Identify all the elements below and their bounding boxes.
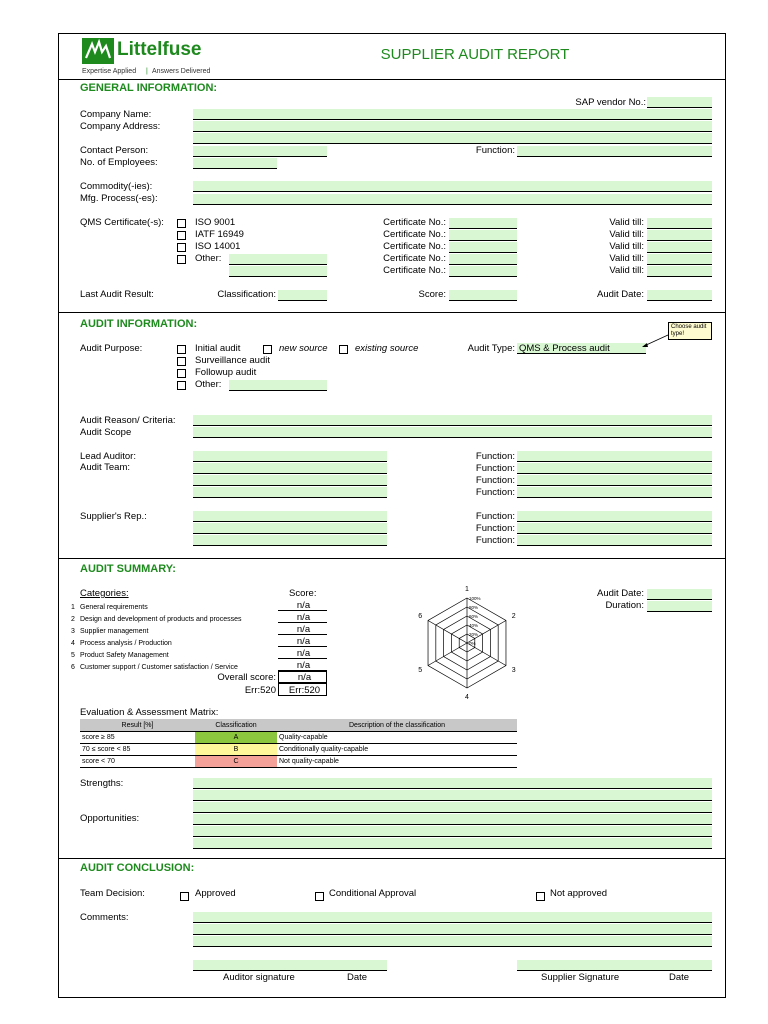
matrix-class-a: A (195, 732, 277, 744)
assessment-matrix (80, 719, 517, 768)
category-score: n/a (296, 660, 311, 671)
logo (82, 38, 217, 78)
valid-till-label: Valid till: (609, 217, 644, 228)
category-name: General requirements (80, 604, 148, 611)
comments-field[interactable] (193, 936, 712, 947)
matrix-desc: Not quality-capable (277, 756, 517, 768)
commodity-label: Commodity(-ies): (80, 181, 153, 192)
qms-label: QMS Certificate(-s): (80, 217, 164, 228)
radar-spoke (428, 643, 467, 666)
category-number: 4 (71, 640, 75, 647)
opportunities-field[interactable] (193, 826, 712, 837)
error-value: Err:520 (288, 685, 321, 696)
suppliers-rep-field[interactable] (193, 511, 387, 522)
audit-type-callout: Choose audit type! (668, 322, 712, 340)
cert-label: IATF 16949 (195, 229, 244, 240)
matrix-desc: Quality-capable (277, 732, 517, 744)
category-number: 1 (71, 604, 75, 611)
cert-no-label: Certificate No.: (383, 265, 446, 276)
other-cert-checkbox[interactable] (177, 255, 186, 264)
strengths-field[interactable] (193, 778, 712, 789)
function-field[interactable] (517, 535, 712, 546)
overall-score-box (278, 671, 327, 683)
table-row (80, 744, 517, 756)
suppliers-rep-field[interactable] (193, 523, 387, 534)
overall-score-label: Overall score: (217, 672, 276, 683)
mfg-process-label: Mfg. Process(-es): (80, 193, 158, 204)
category-name: Process analysis / Production (80, 640, 172, 647)
valid-till-label: Valid till: (609, 253, 644, 264)
function-field[interactable] (517, 475, 712, 486)
company-address-field-2[interactable] (193, 133, 712, 144)
existing-source-checkbox[interactable] (339, 345, 348, 354)
function-field[interactable] (517, 487, 712, 498)
valid-till-field[interactable] (647, 266, 712, 277)
audit-info-heading: AUDIT INFORMATION: (80, 318, 198, 330)
littelfuse-logo-icon (82, 38, 114, 64)
company-name-label: Company Name: (80, 109, 152, 120)
function-label: Function: (475, 487, 515, 498)
followup-checkbox[interactable] (177, 369, 186, 378)
valid-till-field[interactable] (647, 218, 712, 229)
surveillance-checkbox[interactable] (177, 357, 186, 366)
not-approved-label: Not approved (550, 888, 608, 899)
duration-label: Duration: (605, 600, 644, 611)
function-field[interactable] (517, 463, 712, 474)
radar-ring-label: 0% (469, 641, 476, 646)
brand-tagline-sep: | (146, 68, 148, 75)
audit-date-field[interactable] (647, 290, 712, 301)
initial-audit-checkbox[interactable] (177, 345, 186, 354)
radar-spoke (428, 621, 467, 644)
overall-score-value: n/a (297, 672, 312, 683)
audit-type-select[interactable] (517, 343, 646, 354)
classification-label: Classification: (217, 289, 276, 300)
strengths-label: Strengths: (80, 778, 124, 789)
divider (58, 558, 726, 559)
category-score: n/a (296, 624, 311, 635)
last-audit-label: Last Audit Result: (80, 289, 154, 300)
category-score-cell (278, 660, 327, 671)
supplier-signature-label: Supplier Signature (541, 972, 620, 983)
radar-chart (412, 578, 522, 708)
matrix-class-b: B (195, 744, 277, 756)
audit-type-value: QMS & Process audit (519, 343, 610, 354)
valid-till-field[interactable] (647, 230, 712, 241)
contact-person-label: Contact Person: (80, 145, 149, 156)
matrix-result: score ≥ 85 (80, 732, 195, 744)
category-number: 2 (71, 616, 75, 623)
radar-axis-label: 2 (511, 613, 516, 620)
audit-reason-field[interactable] (193, 415, 712, 426)
matrix-header: Classification (195, 719, 277, 732)
opportunities-label: Opportunities: (80, 813, 140, 824)
matrix-header: Description of the classification (277, 719, 517, 732)
category-number: 6 (71, 664, 75, 671)
suppliers-rep-label: Supplier's Rep.: (80, 511, 147, 522)
valid-till-field[interactable] (647, 254, 712, 265)
radar-ring-label: 100% (469, 596, 481, 601)
table-row (80, 732, 517, 744)
audit-purpose-label: Audit Purpose: (80, 343, 143, 354)
employees-label: No. of Employees: (80, 157, 158, 168)
score-field[interactable] (449, 290, 517, 301)
approved-label: Approved (195, 888, 236, 899)
radar-ring-label: 60% (469, 614, 479, 619)
cert-no-field[interactable] (449, 254, 517, 265)
radar-ring-label: 40% (469, 623, 479, 628)
new-source-label: new source (279, 343, 328, 354)
category-score-cell (278, 636, 327, 647)
conclusion-heading: AUDIT CONCLUSION: (80, 862, 195, 874)
radar-axis-label: 3 (511, 667, 516, 674)
conditional-checkbox[interactable] (315, 892, 324, 901)
audit-team-field[interactable] (193, 487, 387, 498)
category-score-cell (278, 648, 327, 659)
brand-name: Littelfuse (117, 39, 202, 60)
score-label: Score: (418, 289, 446, 300)
radar-ring-label: 20% (469, 632, 479, 637)
strengths-field[interactable] (193, 790, 712, 801)
opportunities-field[interactable] (193, 838, 712, 849)
audit-team-field[interactable] (193, 475, 387, 486)
cert-label: ISO 14001 (195, 241, 241, 252)
sap-vendor-field[interactable] (647, 97, 712, 108)
company-address-field-1[interactable] (193, 121, 712, 132)
company-address-label: Company Address: (80, 121, 161, 132)
contact-person-field[interactable] (193, 146, 327, 157)
iso9001-checkbox[interactable] (177, 219, 186, 228)
divider (58, 858, 726, 859)
category-number: 5 (71, 652, 75, 659)
score-header: Score: (289, 588, 317, 599)
summary-audit-date-label: Audit Date: (597, 588, 644, 599)
matrix-result: score < 70 (80, 756, 195, 768)
new-source-checkbox[interactable] (263, 345, 272, 354)
general-heading: GENERAL INFORMATION: (80, 82, 218, 94)
cert-no-label: Certificate No.: (383, 229, 446, 240)
radar-spoke (467, 643, 506, 666)
auditor-date-label: Date (347, 972, 368, 983)
auditor-signature-label: Auditor signature (223, 972, 295, 983)
error-box (278, 683, 327, 696)
brand-tagline-left: Expertise Applied (82, 68, 137, 75)
suppliers-rep-field[interactable] (193, 535, 387, 546)
category-name: Supplier management (80, 628, 149, 635)
cert-no-field[interactable] (449, 218, 517, 229)
error-label: Err:520 (244, 685, 276, 696)
valid-till-field[interactable] (647, 242, 712, 253)
cert-no-field[interactable] (449, 242, 517, 253)
lead-auditor-field[interactable] (193, 451, 387, 462)
initial-audit-label: Initial audit (195, 343, 241, 354)
categories-label: Categories: (80, 588, 129, 599)
other-cert-field-1[interactable] (229, 254, 327, 265)
company-name-field[interactable] (193, 109, 712, 120)
iso14001-checkbox[interactable] (177, 243, 186, 252)
audit-scope-label: Audit Scope (80, 427, 132, 438)
not-approved-checkbox[interactable] (536, 892, 545, 901)
cert-no-label: Certificate No.: (383, 253, 446, 264)
cert-no-field[interactable] (449, 230, 517, 241)
summary-heading: AUDIT SUMMARY: (80, 563, 176, 575)
function-field[interactable] (517, 451, 712, 462)
summary-audit-date-field[interactable] (647, 589, 712, 600)
radar-axis-label: 4 (465, 694, 469, 701)
category-name: Product Safety Management (80, 652, 169, 659)
matrix-header: Result [%] (80, 719, 195, 732)
other-purpose-checkbox[interactable] (177, 381, 186, 390)
category-score: n/a (296, 636, 311, 647)
function-label: Function: (475, 451, 515, 462)
category-name: Design and development of products and processes (80, 616, 242, 623)
radar-axis-label: 1 (465, 586, 469, 593)
surveillance-label: Surveillance audit (195, 355, 270, 366)
supplier-date-label: Date (669, 972, 690, 983)
callout-arrow-icon (640, 333, 670, 349)
valid-till-label: Valid till: (609, 265, 644, 276)
audit-reason-label: Audit Reason/ Criteria: (80, 415, 176, 426)
comments-field[interactable] (193, 912, 712, 923)
contact-function-field[interactable] (517, 146, 712, 157)
cert-no-label: Certificate No.: (383, 217, 446, 228)
supplier-signature-field[interactable] (517, 960, 712, 971)
cert-label: ISO 9001 (195, 217, 236, 228)
strengths-field[interactable] (193, 802, 712, 813)
function-label: Function: (475, 523, 515, 534)
lead-auditor-label: Lead Auditor: (80, 451, 136, 462)
cert-no-field[interactable] (449, 266, 517, 277)
existing-source-label: existing source (355, 343, 419, 354)
sap-vendor-label: SAP vendor No.: (575, 97, 646, 108)
contact-function-label: Function: (475, 145, 515, 156)
classification-field[interactable] (278, 290, 327, 301)
function-label: Function: (475, 535, 515, 546)
function-field[interactable] (517, 523, 712, 534)
valid-till-label: Valid till: (609, 229, 644, 240)
function-label: Function: (475, 475, 515, 486)
matrix-result: 70 ≤ score < 85 (80, 744, 195, 756)
employees-field[interactable] (193, 158, 277, 169)
matrix-class-c: C (195, 756, 277, 768)
function-label: Function: (475, 463, 515, 474)
opportunities-field[interactable] (193, 814, 712, 825)
other-purpose-label: Other: (195, 379, 222, 390)
category-score: n/a (296, 600, 311, 611)
mfg-process-field[interactable] (193, 194, 712, 205)
cert-no-label: Certificate No.: (383, 241, 446, 252)
comments-label: Comments: (80, 912, 129, 923)
other-purpose-field[interactable] (229, 380, 327, 391)
radar-spokes (428, 598, 506, 688)
page-title: SUPPLIER AUDIT REPORT (380, 46, 570, 63)
followup-label: Followup audit (195, 367, 257, 378)
category-score: n/a (296, 612, 311, 623)
category-score-cell (278, 624, 327, 635)
audit-type-label: Audit Type: (467, 343, 515, 354)
category-score-cell (278, 612, 327, 623)
category-number: 3 (71, 628, 75, 635)
commodity-field[interactable] (193, 181, 712, 192)
radar-ring-label: 80% (469, 605, 479, 610)
team-decision-label: Team Decision: (80, 888, 145, 899)
radar-axis-label: 5 (418, 667, 423, 674)
cert-label: Other: (195, 253, 222, 264)
radar-axis-label: 6 (418, 613, 423, 620)
auditor-signature-field[interactable] (193, 960, 387, 971)
approved-checkbox[interactable] (180, 892, 189, 901)
matrix-desc: Conditionally quality-capable (277, 744, 517, 756)
conditional-label: Conditional Approval (329, 888, 417, 899)
duration-field[interactable] (647, 601, 712, 612)
brand-tagline-right: Answers Delivered (152, 68, 211, 75)
divider (58, 312, 726, 313)
category-name: Customer support / Customer satisfaction / Service (80, 664, 238, 671)
audit-date-label: Audit Date: (597, 289, 644, 300)
category-score: n/a (296, 648, 311, 659)
divider (58, 79, 726, 80)
other-cert-field-2[interactable] (229, 266, 327, 277)
matrix-title: Evaluation & Assessment Matrix: (80, 707, 219, 718)
audit-team-label: Audit Team: (80, 462, 130, 473)
function-field[interactable] (517, 511, 712, 522)
function-label: Function: (475, 511, 515, 522)
valid-till-label: Valid till: (609, 241, 644, 252)
audit-team-field[interactable] (193, 463, 387, 474)
category-score-cell (278, 600, 327, 611)
comments-field[interactable] (193, 924, 712, 935)
table-row (80, 756, 517, 768)
iatf-checkbox[interactable] (177, 231, 186, 240)
audit-scope-field[interactable] (193, 427, 712, 438)
